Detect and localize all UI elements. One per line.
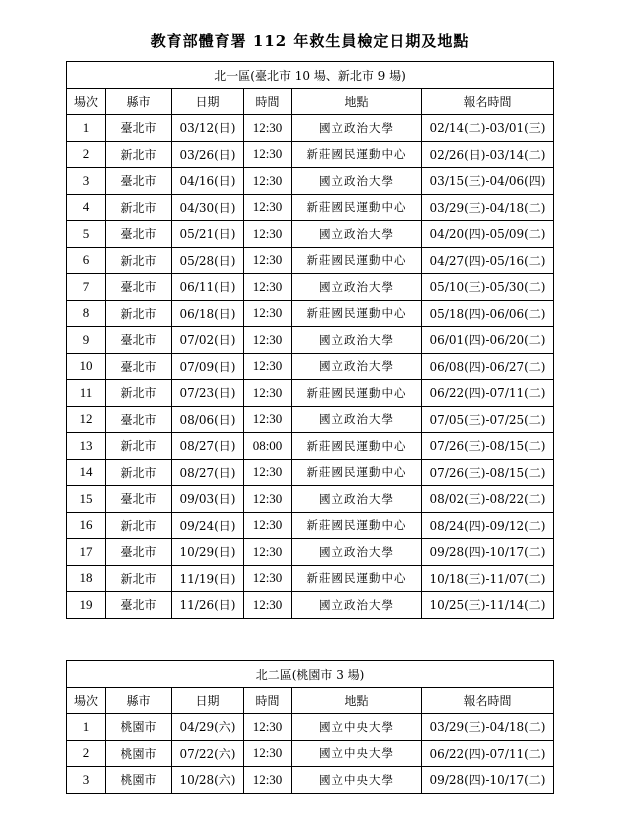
county-cell: 臺北市 — [106, 353, 172, 380]
table-row — [67, 300, 554, 327]
venue-cell: 國立政治大學 — [292, 221, 422, 248]
session-number: 14 — [67, 459, 106, 486]
region-name: 北二區(桃園市 3 場) — [67, 661, 554, 688]
table-row — [67, 539, 554, 566]
venue-cell: 新莊國民運動中心 — [292, 565, 422, 592]
venue-cell: 國立政治大學 — [292, 406, 422, 433]
time-cell: 12:30 — [244, 168, 292, 195]
region-name: 北一區(臺北市 10 場、新北市 9 場) — [67, 62, 554, 89]
session-number: 19 — [67, 592, 106, 619]
registration-cell: 06/22(四)-07/11(二) — [422, 740, 554, 767]
session-number: 3 — [67, 168, 106, 195]
venue-cell: 國立政治大學 — [292, 115, 422, 142]
time-cell: 12:30 — [244, 539, 292, 566]
time-cell: 12:30 — [244, 486, 292, 513]
venue-cell: 國立政治大學 — [292, 274, 422, 301]
col-header-session: 場次 — [67, 89, 106, 115]
date-cell: 04/29(六) — [172, 714, 244, 741]
venue-cell: 新莊國民運動中心 — [292, 380, 422, 407]
time-cell: 12:30 — [244, 327, 292, 354]
county-cell: 臺北市 — [106, 539, 172, 566]
time-cell: 12:30 — [244, 300, 292, 327]
table-row — [67, 141, 554, 168]
col-header-registration: 報名時間 — [422, 89, 554, 115]
session-number: 15 — [67, 486, 106, 513]
date-cell: 08/27(日) — [172, 433, 244, 460]
table-row — [67, 767, 554, 794]
time-cell: 12:30 — [244, 714, 292, 741]
date-cell: 11/19(日) — [172, 565, 244, 592]
region-header-row — [67, 62, 554, 89]
date-cell: 11/26(日) — [172, 592, 244, 619]
region-north2-body — [67, 661, 554, 794]
table-row — [67, 740, 554, 767]
time-cell: 12:30 — [244, 141, 292, 168]
date-cell: 05/21(日) — [172, 221, 244, 248]
table-row — [67, 194, 554, 221]
date-cell: 03/12(日) — [172, 115, 244, 142]
session-number: 2 — [67, 141, 106, 168]
county-cell: 臺北市 — [106, 327, 172, 354]
col-header-county: 縣市 — [106, 89, 172, 115]
table-row — [67, 247, 554, 274]
col-header-registration: 報名時間 — [422, 688, 554, 714]
registration-cell: 02/26(日)-03/14(二) — [422, 141, 554, 168]
county-cell: 新北市 — [106, 459, 172, 486]
session-number: 11 — [67, 380, 106, 407]
date-cell: 07/09(日) — [172, 353, 244, 380]
registration-cell: 07/26(三)-08/15(二) — [422, 433, 554, 460]
venue-cell: 國立政治大學 — [292, 592, 422, 619]
venue-cell: 國立中央大學 — [292, 767, 422, 794]
time-cell: 12:30 — [244, 767, 292, 794]
county-cell: 臺北市 — [106, 168, 172, 195]
session-number: 4 — [67, 194, 106, 221]
table-row — [67, 115, 554, 142]
table-row — [67, 565, 554, 592]
session-number: 10 — [67, 353, 106, 380]
venue-cell: 國立中央大學 — [292, 714, 422, 741]
session-number: 17 — [67, 539, 106, 566]
date-cell: 04/16(日) — [172, 168, 244, 195]
venue-cell: 新莊國民運動中心 — [292, 459, 422, 486]
venue-cell: 國立政治大學 — [292, 486, 422, 513]
session-number: 9 — [67, 327, 106, 354]
date-cell: 06/18(日) — [172, 300, 244, 327]
registration-cell: 07/05(三)-07/25(二) — [422, 406, 554, 433]
date-cell: 07/02(日) — [172, 327, 244, 354]
county-cell: 新北市 — [106, 380, 172, 407]
county-cell: 臺北市 — [106, 406, 172, 433]
registration-cell: 03/15(三)-04/06(四) — [422, 168, 554, 195]
session-number: 6 — [67, 247, 106, 274]
county-cell: 新北市 — [106, 433, 172, 460]
session-number: 18 — [67, 565, 106, 592]
table-row — [67, 221, 554, 248]
session-number: 3 — [67, 767, 106, 794]
county-cell: 新北市 — [106, 141, 172, 168]
date-cell: 07/23(日) — [172, 380, 244, 407]
table-row — [67, 406, 554, 433]
session-number: 2 — [67, 740, 106, 767]
registration-cell: 08/24(四)-09/12(二) — [422, 512, 554, 539]
venue-cell: 新莊國民運動中心 — [292, 247, 422, 274]
registration-cell: 10/25(三)-11/14(二) — [422, 592, 554, 619]
venue-cell: 新莊國民運動中心 — [292, 194, 422, 221]
session-number: 16 — [67, 512, 106, 539]
session-number: 1 — [67, 714, 106, 741]
date-cell: 07/22(六) — [172, 740, 244, 767]
venue-cell: 新莊國民運動中心 — [292, 433, 422, 460]
col-header-time: 時間 — [244, 688, 292, 714]
registration-cell: 05/10(三)-05/30(二) — [422, 274, 554, 301]
table-row — [67, 486, 554, 513]
county-cell: 新北市 — [106, 247, 172, 274]
county-cell: 臺北市 — [106, 592, 172, 619]
county-cell: 新北市 — [106, 300, 172, 327]
county-cell: 臺北市 — [106, 274, 172, 301]
date-cell: 09/03(日) — [172, 486, 244, 513]
registration-cell: 10/18(三)-11/07(二) — [422, 565, 554, 592]
session-number: 13 — [67, 433, 106, 460]
time-cell: 12:30 — [244, 740, 292, 767]
col-header-session: 場次 — [67, 688, 106, 714]
county-cell: 新北市 — [106, 512, 172, 539]
table-row — [67, 353, 554, 380]
time-cell: 12:30 — [244, 353, 292, 380]
table-row — [67, 512, 554, 539]
county-cell: 臺北市 — [106, 115, 172, 142]
col-header-venue: 地點 — [292, 89, 422, 115]
session-number: 1 — [67, 115, 106, 142]
region-header-row — [67, 661, 554, 688]
date-cell: 08/06(日) — [172, 406, 244, 433]
date-cell: 08/27(日) — [172, 459, 244, 486]
time-cell: 12:30 — [244, 247, 292, 274]
date-cell: 06/11(日) — [172, 274, 244, 301]
venue-cell: 新莊國民運動中心 — [292, 300, 422, 327]
time-cell: 12:30 — [244, 115, 292, 142]
registration-cell: 09/28(四)-10/17(二) — [422, 539, 554, 566]
registration-cell: 06/01(四)-06/20(二) — [422, 327, 554, 354]
county-cell: 桃園市 — [106, 740, 172, 767]
county-cell: 桃園市 — [106, 714, 172, 741]
time-cell: 12:30 — [244, 380, 292, 407]
col-header-date: 日期 — [172, 688, 244, 714]
time-cell: 12:30 — [244, 406, 292, 433]
date-cell: 05/28(日) — [172, 247, 244, 274]
region-north1-table — [66, 61, 554, 619]
table-row — [67, 380, 554, 407]
registration-cell: 09/28(四)-10/17(二) — [422, 767, 554, 794]
table-row — [67, 168, 554, 195]
registration-cell: 04/27(四)-05/16(二) — [422, 247, 554, 274]
registration-cell: 03/29(三)-04/18(二) — [422, 714, 554, 741]
time-cell: 12:30 — [244, 512, 292, 539]
time-cell: 12:30 — [244, 592, 292, 619]
time-cell: 12:30 — [244, 194, 292, 221]
registration-cell: 05/18(四)-06/06(二) — [422, 300, 554, 327]
venue-cell: 國立政治大學 — [292, 353, 422, 380]
time-cell: 08:00 — [244, 433, 292, 460]
registration-cell: 07/26(三)-08/15(二) — [422, 459, 554, 486]
registration-cell: 03/29(三)-04/18(二) — [422, 194, 554, 221]
time-cell: 12:30 — [244, 221, 292, 248]
county-cell: 臺北市 — [106, 486, 172, 513]
col-header-county: 縣市 — [106, 688, 172, 714]
time-cell: 12:30 — [244, 274, 292, 301]
table-row — [67, 327, 554, 354]
table-row — [67, 459, 554, 486]
session-number: 5 — [67, 221, 106, 248]
county-cell: 臺北市 — [106, 221, 172, 248]
venue-cell: 國立中央大學 — [292, 740, 422, 767]
table-row — [67, 274, 554, 301]
time-cell: 12:30 — [244, 565, 292, 592]
registration-cell: 06/22(四)-07/11(二) — [422, 380, 554, 407]
document-title: 教育部體育署 112 年救生員檢定日期及地點 — [150, 32, 470, 50]
county-cell: 桃園市 — [106, 767, 172, 794]
venue-cell: 新莊國民運動中心 — [292, 512, 422, 539]
col-header-venue: 地點 — [292, 688, 422, 714]
col-header-time: 時間 — [244, 89, 292, 115]
registration-cell: 08/02(三)-08/22(二) — [422, 486, 554, 513]
region-north1-body — [67, 62, 554, 619]
table-row — [67, 433, 554, 460]
session-number: 7 — [67, 274, 106, 301]
column-header-row — [67, 688, 554, 714]
date-cell: 04/30(日) — [172, 194, 244, 221]
venue-cell: 國立政治大學 — [292, 168, 422, 195]
venue-cell: 國立政治大學 — [292, 539, 422, 566]
table-row — [67, 714, 554, 741]
date-cell: 09/24(日) — [172, 512, 244, 539]
table-row — [67, 592, 554, 619]
county-cell: 新北市 — [106, 565, 172, 592]
registration-cell: 04/20(四)-05/09(二) — [422, 221, 554, 248]
region-north2-table — [66, 660, 554, 794]
date-cell: 03/26(日) — [172, 141, 244, 168]
column-header-row — [67, 89, 554, 115]
session-number: 12 — [67, 406, 106, 433]
session-number: 8 — [67, 300, 106, 327]
date-cell: 10/28(六) — [172, 767, 244, 794]
time-cell: 12:30 — [244, 459, 292, 486]
venue-cell: 新莊國民運動中心 — [292, 141, 422, 168]
date-cell: 10/29(日) — [172, 539, 244, 566]
registration-cell: 06/08(四)-06/27(二) — [422, 353, 554, 380]
county-cell: 新北市 — [106, 194, 172, 221]
registration-cell: 02/14(二)-03/01(三) — [422, 115, 554, 142]
venue-cell: 國立政治大學 — [292, 327, 422, 354]
col-header-date: 日期 — [172, 89, 244, 115]
